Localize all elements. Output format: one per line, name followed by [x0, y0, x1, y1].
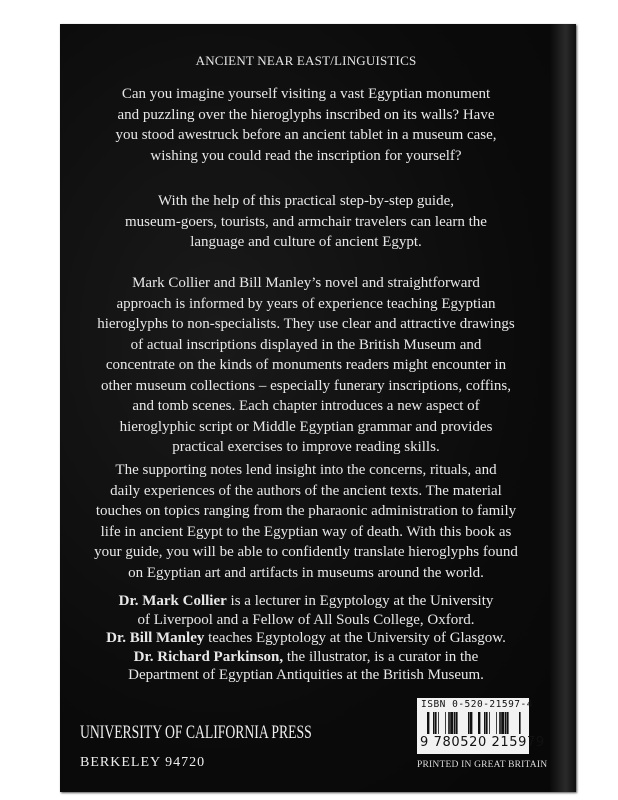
text-line: other museum collections – especially funerary inscriptions, coffins,	[100, 377, 512, 394]
text-line: Can you imagine yourself visiting a vast Egyptian monument	[121, 86, 491, 102]
text-line: Mark Collier and Bill Manley’s novel and straightforward	[132, 275, 480, 291]
series-label: ANCIENT NEAR EAST/LINGUISTICS	[195, 53, 417, 68]
bio-text: the illustrator, is a curator in the	[283, 648, 479, 665]
text-line: and tomb scenes. Each chapter introduces a new aspect of	[132, 398, 480, 414]
barcode-bar	[438, 712, 439, 734]
barcode-bar	[450, 712, 451, 734]
bio-line	[60, 629, 552, 648]
text-line: concentrate on the kinds of monuments readers might encounter in	[105, 357, 507, 373]
isbn-text: ISBN 0-520-21597-4	[421, 699, 533, 710]
barcode-bar	[486, 712, 488, 734]
book-back-cover	[60, 24, 576, 792]
book-spine-edge	[550, 24, 576, 792]
text-line: With the help of this practical step-by-step guide,	[158, 193, 454, 209]
barcode-bar	[500, 712, 501, 734]
barcode-bar	[484, 712, 486, 734]
barcode-bar	[489, 712, 490, 734]
bio-text: of Liverpool and a Fellow of All Souls College, Oxford.	[137, 611, 475, 628]
barcode-bar	[448, 712, 449, 734]
blurb-paragraph-4	[60, 460, 552, 583]
text-line: practical exercises to improve reading skills.	[172, 439, 440, 455]
text-line: you stood awestruck before an ancient tablet in a museum case,	[115, 127, 497, 143]
barcode-bar	[468, 712, 470, 734]
text-line: touches on topics ranging from the pharaonic administration to family	[95, 503, 517, 519]
barcode-bar	[502, 712, 504, 734]
text-line: hieroglyphic script or Middle Egyptian grammar and provides	[119, 418, 493, 435]
text-line: museum-goers, tourists, and armchair travelers can learn the	[125, 213, 487, 230]
barcode-bar	[449, 712, 450, 734]
bio-line	[60, 592, 552, 611]
publisher-name: UNIVERSITY OF CALIFORNIA PRESS	[80, 722, 312, 743]
text-line: daily experiences of the authors of the ancient texts. The material	[110, 482, 502, 499]
printed-in-label: PRINTED IN GREAT BRITAIN	[417, 760, 548, 770]
text-line: approach is informed by years of experience teaching Egyptian	[116, 295, 496, 312]
barcode-bar	[435, 712, 437, 734]
isbn-barcode	[417, 698, 545, 754]
text-line: hieroglyphs to non-specialists. They use clear and attractive drawings	[97, 316, 515, 332]
text-line: life in ancient Egypt to the Egyptian way of death. With this book as	[100, 523, 512, 540]
bio-text: teaches Egyptology at the University of Glasgow.	[204, 630, 506, 646]
barcode-bar	[478, 712, 480, 734]
bio-text: Department of Egyptian Antiquities at the British Museum.	[128, 667, 484, 683]
barcode-bar	[505, 712, 507, 734]
author-name: Dr. Mark Collier	[118, 593, 227, 609]
blurb-paragraph-3	[60, 273, 552, 458]
barcode-bar	[433, 712, 435, 734]
barcode-bar	[507, 712, 509, 734]
ean-number: 9 780520 215979	[420, 735, 545, 750]
text-line: of actual inscriptions displayed in the British Museum and	[130, 336, 482, 353]
barcode-bar	[501, 712, 502, 734]
text-line: on Egyptian art and artifacts in museums around the world.	[128, 564, 484, 581]
author-bios	[60, 592, 552, 685]
blurb-paragraph-1	[60, 84, 552, 166]
barcode-bar	[496, 712, 497, 734]
text-line: language and culture of ancient Egypt.	[190, 234, 422, 250]
bio-line	[60, 611, 552, 630]
barcode-bar	[470, 712, 472, 734]
barcode-bar	[499, 712, 500, 734]
publisher-city: BERKELEY 94720	[80, 755, 206, 770]
barcode-bar	[445, 712, 446, 734]
barcode-bar	[454, 712, 456, 734]
author-name: Dr. Richard Parkinson,	[133, 648, 284, 665]
blurb-paragraph-2	[60, 191, 552, 253]
text-line: and puzzling over the hieroglyphs inscribed on its walls? Have	[117, 106, 495, 123]
bio-line	[60, 648, 552, 667]
text-line: your guide, you will be able to confidently translate hieroglyphs found	[94, 544, 518, 560]
barcode-bar	[451, 712, 453, 734]
author-name: Dr. Bill Manley	[106, 630, 205, 646]
bio-text: is a lecturer in Egyptology at the University	[226, 593, 494, 609]
text-line: wishing you could read the inscription for yourself?	[150, 147, 462, 164]
barcode-bars	[427, 712, 521, 734]
barcode-bar	[427, 712, 429, 734]
bio-line	[60, 666, 552, 685]
barcode-bar	[456, 712, 458, 734]
text-line: The supporting notes lend insight into the concerns, rituals, and	[115, 462, 497, 478]
barcode-bar	[519, 712, 521, 734]
